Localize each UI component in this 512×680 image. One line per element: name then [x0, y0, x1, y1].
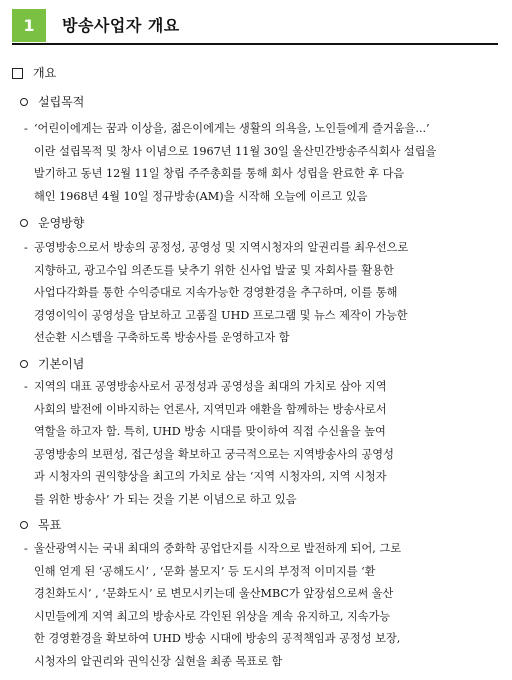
- paragraph-line: 인해 얻게 된 ‘공해도시’ , ‘문화 불모지’ 등 도시의 부정적 이미지를 ‘환: [34, 564, 376, 578]
- paragraph-line: 공영방송의 보편성, 접근성을 확보하고 궁극적으로는 지역방송사의 공영성: [34, 447, 394, 461]
- dash-marker: -: [24, 542, 28, 555]
- paragraph-line: 경친화도시’ , ‘문화도시’ 로 변모시키는데 울산MBC가 앞장섬으로써 울산: [34, 587, 394, 601]
- paragraph-line: 를 위한 방송사’ 가 되는 것을 기본 이념으로 하고 있음: [34, 492, 297, 506]
- paragraph-direction: [24, 237, 500, 350]
- paragraph-line: 경영이익이 공영성을 담보하고 고품질 UHD 프로그램 및 뉴스 제작이 가능한: [34, 308, 408, 322]
- topic-heading-philosophy: [20, 355, 84, 373]
- paragraph-philosophy: [24, 376, 500, 512]
- dash-marker: -: [24, 380, 28, 393]
- paragraph-line: 울산광역시는 국내 최대의 중화학 공업단지를 시작으로 발전하게 되어, 그로: [34, 542, 402, 555]
- paragraph-line: 시민들에게 지역 최고의 방송사로 각인된 위상을 계속 유지하고, 지속가능: [34, 609, 391, 623]
- topic-heading-direction: [20, 214, 84, 232]
- paragraph-line: 발기하고 동년 12월 11일 창립 주주총회를 통해 회사 성립을 완료한 후 다음: [34, 167, 405, 181]
- topic-title: 설립목적: [38, 95, 85, 109]
- circle-bullet-icon: [20, 98, 28, 106]
- overview-heading: [12, 64, 56, 82]
- dash-marker: -: [24, 241, 28, 254]
- paragraph-line: 시청자의 알권리와 권익신장 실현을 최종 목표로 함: [34, 654, 283, 668]
- paragraph-line: 공영방송으로서 방송의 공정성, 공영성 및 지역시청자의 알권리를 최우선으로: [34, 241, 409, 254]
- paragraph-line: 지역의 대표 공영방송사로서 공정성과 공영성을 최대의 가치로 삼아 지역: [34, 380, 387, 393]
- paragraph-line: 해인 1968년 4월 10일 정규방송(AM)을 시작해 오늘에 이르고 있음: [34, 189, 368, 203]
- paragraph-line: 한 경영환경을 확보하여 UHD 방송 시대에 방송의 공적책임과 공정성 보장,: [34, 632, 401, 646]
- paragraph-line: 선순환 시스템을 구축하도록 방송사를 운영하고자 함: [34, 331, 290, 345]
- paragraph-goal: [24, 538, 500, 674]
- paragraph-line: 이란 설립목적 및 창사 이념으로 1967년 11월 30일 울산민간방송주식회사 설립을: [34, 144, 437, 158]
- section-header: [12, 9, 498, 45]
- topic-title: 목표: [38, 518, 62, 532]
- dash-marker: -: [24, 122, 28, 135]
- topic-title: 기본이념: [38, 357, 85, 371]
- paragraph-line: ‘어린이에게는 꿈과 이상을, 젊은이에게는 생활의 의욕을, 노인들에게 즐거움을...’: [34, 122, 430, 135]
- circle-bullet-icon: [20, 219, 28, 227]
- paragraph-purpose: [24, 118, 500, 208]
- topic-heading-purpose: [20, 93, 84, 111]
- section-title: 방송사업자 개요: [62, 16, 180, 35]
- section-number-badge: 1: [12, 9, 46, 42]
- paragraph-line: 사회의 발전에 이바지하는 언론사, 지역민과 애환을 함께하는 방송사로서: [34, 402, 387, 416]
- circle-bullet-icon: [20, 521, 28, 529]
- paragraph-line: 지향하고, 광고수입 의존도를 낮추기 위한 신사업 발굴 및 자회사를 활용한: [34, 263, 394, 277]
- paragraph-line: 과 시청자의 권익향상을 최고의 가치로 삼는 ‘지역 시청자의, 지역 시청자: [34, 470, 387, 484]
- circle-bullet-icon: [20, 360, 28, 368]
- paragraph-line: 역할을 하고자 함. 특히, UHD 방송 시대를 맞이하여 직접 수신율을 높여: [34, 425, 386, 439]
- paragraph-line: 사업다각화를 통한 수익증대로 지속가능한 경영환경을 추구하며, 이를 통해: [34, 286, 398, 300]
- topic-title: 운영방향: [38, 216, 85, 230]
- square-bullet-icon: [12, 68, 23, 79]
- topic-heading-goal: [20, 516, 61, 534]
- overview-label: 개요: [33, 66, 57, 80]
